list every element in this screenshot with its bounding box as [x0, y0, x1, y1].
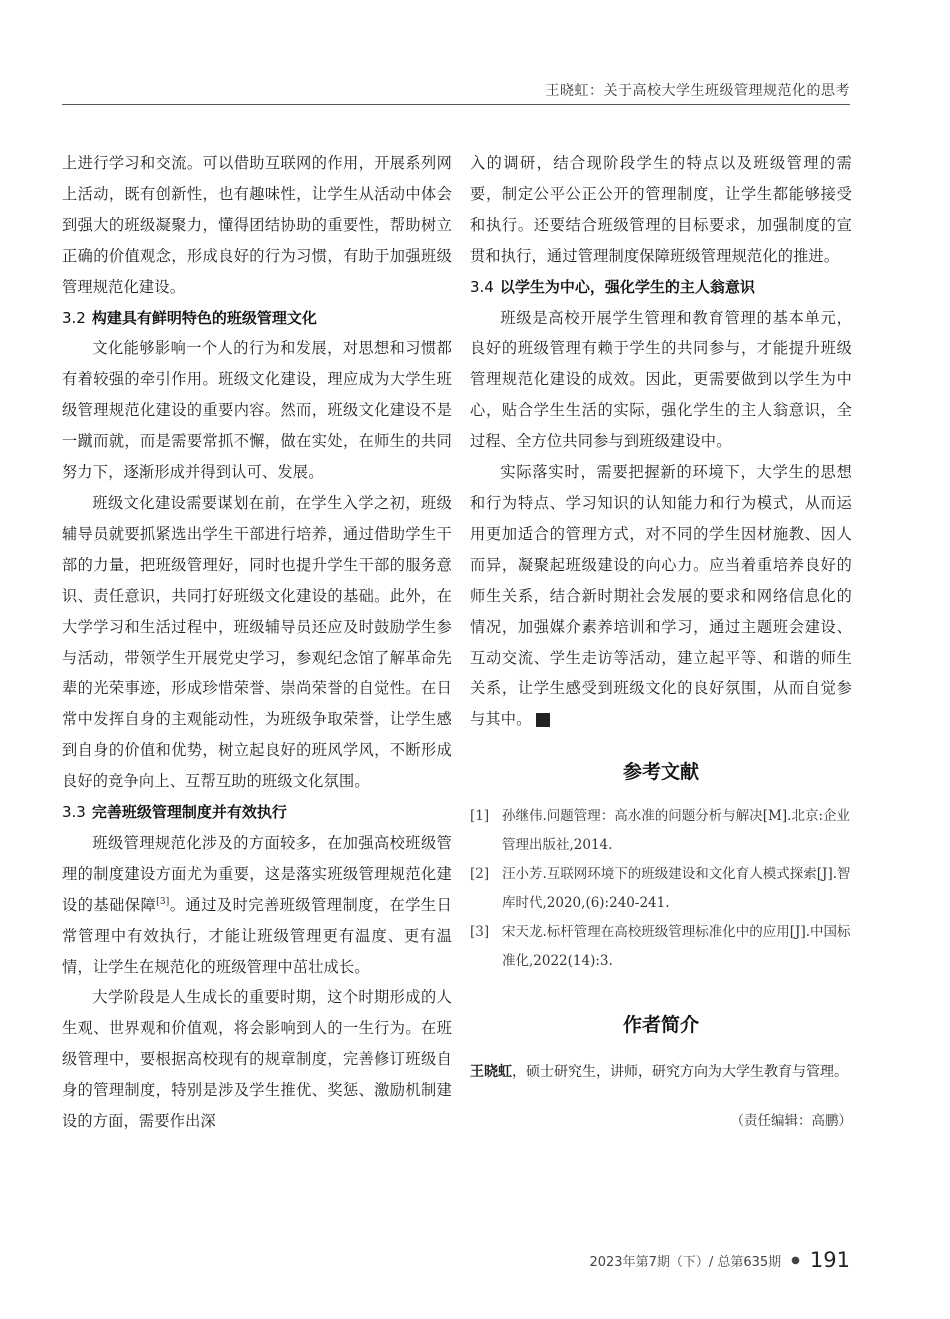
running-header: 王晓虹：关于高校大学生班级管理规范化的思考: [545, 83, 850, 99]
page-number: 191: [809, 1248, 850, 1272]
section-heading-3-2: [62, 303, 452, 334]
paragraph-text: 。通过及时完善班级管理制度，在学生日常管理中有效执行，才能让班级管理更有温度、更有温情，让学生在规范化的班级管理中茁壮成长。: [62, 895, 453, 976]
section-title: 以学生为中心，强化学生的主人翁意识: [499, 277, 755, 296]
author-name: 王晓虹: [470, 1064, 512, 1081]
section-title: 构建具有鲜明特色的班级管理文化: [91, 308, 317, 327]
author-bio-text: ，硕士研究生，讲师，研究方向为大学生教育与管理。: [512, 1064, 848, 1081]
references-list: [470, 802, 852, 976]
author-bio: [470, 1059, 852, 1085]
issue-info: 2023年第7期（下）/ 总第635期: [589, 1254, 782, 1270]
reference-text: 汪小芳.互联网环境下的班级建设和文化育人模式探索[J].智库时代,2020,(6):240-241.: [502, 866, 851, 912]
paragraph: 大学阶段是人生成长的重要时期，这个时期形成的人生观、世界观和价值观，将会影响到人的一生行为。在班级管理中，要根据高校现有的规章制度，完善修订班级自身的管理制度，特别是涉及学生推优、奖惩、激励机制建设的方面，需要作出深: [62, 988, 452, 1131]
paragraph: 班级文化建设需要谋划在前，在学生入学之初，班级辅导员就要抓紧选出学生干部进行培养，通过借助学生干部的力量，把班级管理好，同时也提升学生干部的服务意识、责任意识，共同打好班级文化建设的基础。此外，在大学学习和生活过程中，班级辅导员还应及时鼓励学生参与活动，带领学生开展党史学习，参观纪念馆了解革命先辈的光荣事迹，形成珍惜荣誉、崇尚荣誉的自觉性。在日常中发挥自身的主观能动性，为班级争取荣誉，让学生感到自身的价值和优势，树立起良好的班风学风，不断形成良好的竞争向上、互帮互助的班级文化氛围。: [62, 493, 452, 791]
reference-text: 孙继伟.问题管理：高水准的问题分析与解决[M].北京:企业管理出版社,2014.: [502, 808, 850, 854]
paragraph-continued: 上进行学习和交流。可以借助互联网的作用，开展系列网上活动，既有创新性，也有趣味性，让学生从活动中体会到强大的班级凝聚力，懂得团结协助的重要性，帮助树立正确的价值观念，形成良好的行为习惯，有助于加强班级管理规范化建设。: [62, 154, 452, 296]
header-rule: [62, 104, 850, 105]
reference-item: [470, 860, 852, 918]
section-number: 3.2: [62, 308, 86, 327]
section-heading-3-3: [62, 797, 452, 828]
reference-text: 宋天龙.标杆管理在高校班级管理标准化中的应用[J].中国标准化,2022(14):3.: [502, 924, 851, 970]
paragraph: [62, 828, 452, 983]
end-of-article-icon: Z: [536, 713, 550, 727]
paragraph: 文化能够影响一个人的行为和发展，对思想和习惯都有着较强的牵引作用。班级文化建设，理应成为大学生班级管理规范化建设的重要内容。然而，班级文化建设不是一蹴而就，而是需要常抓不懈，做在实处，在师生的共同努力下，逐渐形成并得到认可、发展。: [62, 339, 452, 482]
paragraph-text: 实际落实时，需要把握新的环境下，大学生的思想和行为特点、学习知识的认知能力和行为模式，从而运用更加适合的管理方式，对不同的学生因材施教、因人而异，凝聚起班级建设的向心力。应当着重培养良好的师生关系，结合新时期社会发展的要求和网络信息化的情况，加强媒介素养培训和学习，通过主题班会建设、互动交流、学生走访等活动，建立起平等、和谐的师生关系，让学生感受到班级文化的良好氛围，从而自觉参与其中。: [470, 463, 852, 729]
page-footer: [589, 1248, 850, 1272]
section-number: 3.3: [62, 803, 86, 822]
section-number: 3.4: [470, 277, 494, 296]
paragraph: 班级是高校开展学生管理和教育管理的基本单元，良好的班级管理有赖于学生的共同参与，才能提升班级管理规范化建设的成效。因此，更需要做到以学生为中心，贴合学生生活的实际，强化学生的主人翁意识，全过程、全方位共同参与到班级建设中。: [470, 308, 852, 451]
references-heading: 参考文献: [622, 761, 699, 784]
right-column: [470, 148, 852, 1129]
section-heading-3-4: [470, 272, 852, 303]
paragraph-continued: 入的调研，结合现阶段学生的特点以及班级管理的需要，制定公平公正公开的管理制度，让学生都能够接受和执行。还要结合班级管理的目标要求，加强制度的宣贯和执行，通过管理制度保障班级管理规范化的推进。: [470, 154, 852, 265]
reference-number: [3]: [470, 924, 490, 941]
section-title: 完善班级管理制度并有效执行: [91, 803, 287, 822]
reference-item: [470, 802, 852, 860]
bullet-dot-icon: ●: [791, 1254, 800, 1266]
left-column: [62, 148, 452, 1137]
reference-item: [470, 918, 852, 976]
citation-ref[interactable]: [3]: [156, 896, 170, 907]
paragraph-text: 班级管理规范化涉及的方面较多，在加强高校班级管理的制度建设方面尤为重要，这是落实班级管理规范化建设的基础保障: [62, 833, 452, 914]
responsible-editor: （责任编辑：高鹏）: [730, 1113, 852, 1130]
reference-number: [1]: [470, 808, 490, 825]
paragraph: [470, 457, 852, 735]
reference-number: [2]: [470, 866, 490, 883]
author-bio-heading: 作者简介: [622, 1014, 699, 1037]
